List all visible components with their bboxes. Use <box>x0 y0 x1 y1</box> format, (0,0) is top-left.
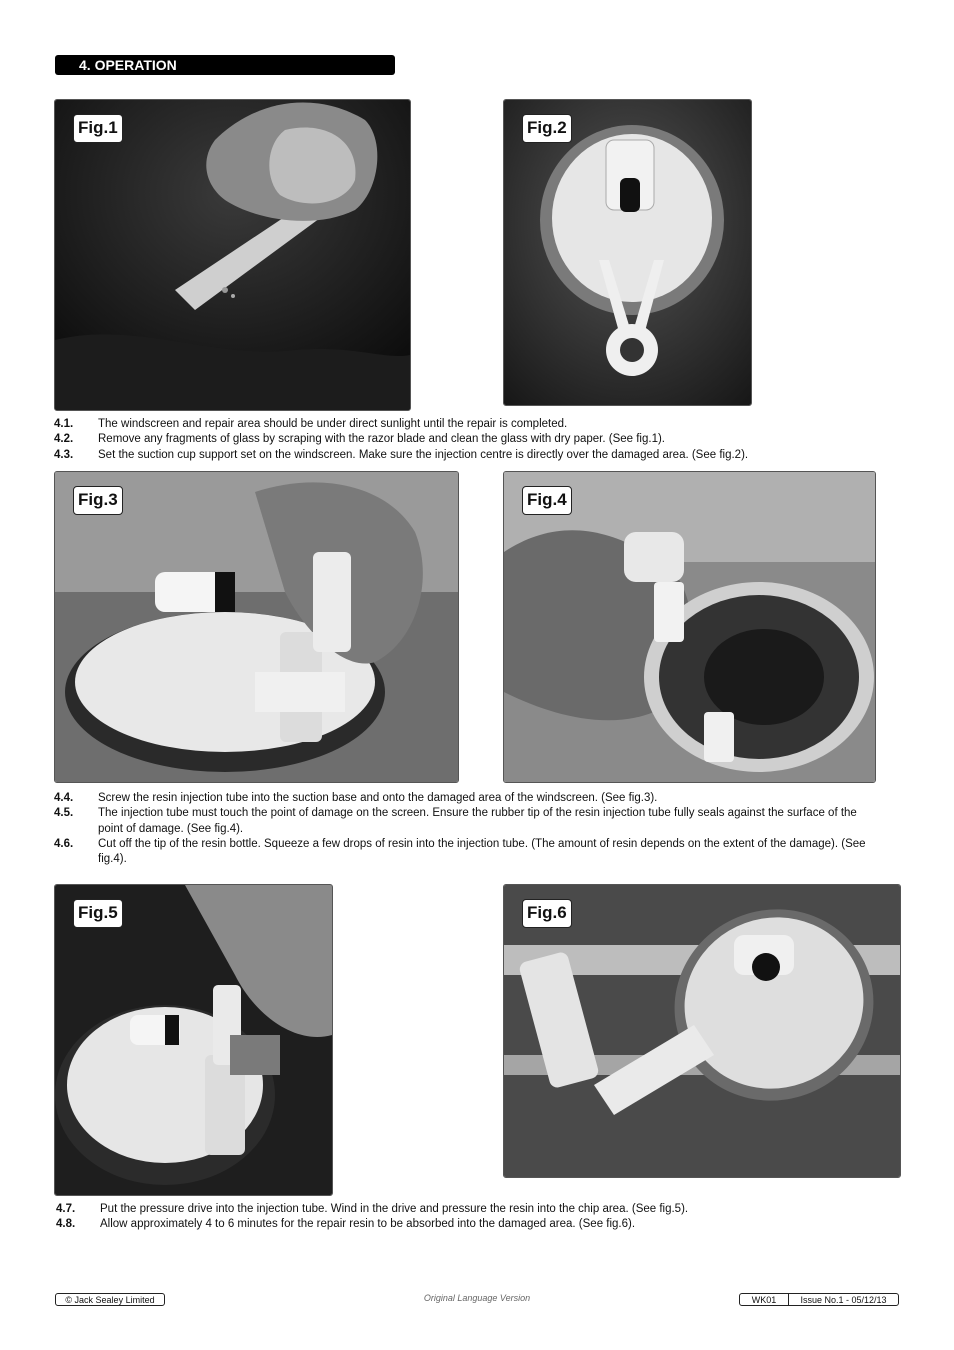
section-title: 4. OPERATION <box>55 55 395 75</box>
footer-model: WK01 <box>740 1294 789 1305</box>
injection-tube-screw-image <box>55 472 458 782</box>
figure-4-photo <box>503 471 876 783</box>
footer-language-note: Original Language Version <box>423 1293 531 1303</box>
footer-copyright: © Jack Sealey Limited <box>55 1293 165 1306</box>
figure-3-photo <box>54 471 459 783</box>
figure-label: Fig.4 <box>522 486 572 515</box>
suction-cup-image <box>504 100 751 405</box>
step-item: 4.8. Allow approximately 4 to 6 minutes for the repair resin to be absorbed into the damaged area. (See fig.6). <box>56 1218 636 1231</box>
footer-issue-box <box>739 1293 899 1306</box>
step-item: 4.4. Screw the resin injection tube into the suction base and onto the damaged area of the windscreen. (See fig.3). <box>54 792 658 804</box>
figure-label: Fig.6 <box>522 899 572 928</box>
figure-label: Fig.3 <box>73 486 123 515</box>
step-item: 4.5. The injection tube must touch the point of damage on the screen. Ensure the rubber tip of the resin injection tube fully seals against the surface of the point of damage. (See fig.4). <box>54 807 857 835</box>
figure-label: Fig.5 <box>73 899 123 928</box>
figure-1-photo <box>54 99 411 411</box>
figure-label: Fig.1 <box>73 114 123 143</box>
step-item: 4.2. Remove any fragments of glass by scraping with the razor blade and clean the glass with dry paper. (See fig.1). <box>54 433 665 446</box>
steps-group-3 <box>56 1202 880 1233</box>
razor-scraping-image <box>55 100 410 410</box>
steps-group-2 <box>54 791 878 867</box>
step-item: 4.6. Cut off the tip of the resin bottle. Squeeze a few drops of resin into the injection tube. (The amount of resin depends on the extent of the damage). (See fig.4). <box>54 837 866 866</box>
step-item: 4.7. Put the pressure drive into the injection tube. Wind in the drive and pressure the resin into the chip area. (See fig.5). <box>56 1203 689 1215</box>
pressure-drive-image <box>55 885 332 1195</box>
resin-bottle-image <box>504 472 875 782</box>
steps-group-1 <box>54 417 878 463</box>
figure-2-photo <box>503 99 752 406</box>
step-item: 4.3. Set the suction cup support set on the windscreen. Make sure the injection centre is directly over the damaged area. (See fig.2). <box>54 448 749 461</box>
figure-label: Fig.2 <box>522 114 572 143</box>
footer-issue: Issue No.1 - 05/12/13 <box>800 1295 887 1305</box>
figure-5-photo <box>54 884 333 1196</box>
resin-absorption-image <box>504 885 900 1177</box>
step-item: 4.1. The windscreen and repair area should be under direct sunlight until the repair is completed. <box>54 418 568 430</box>
figure-6-photo <box>503 884 901 1178</box>
